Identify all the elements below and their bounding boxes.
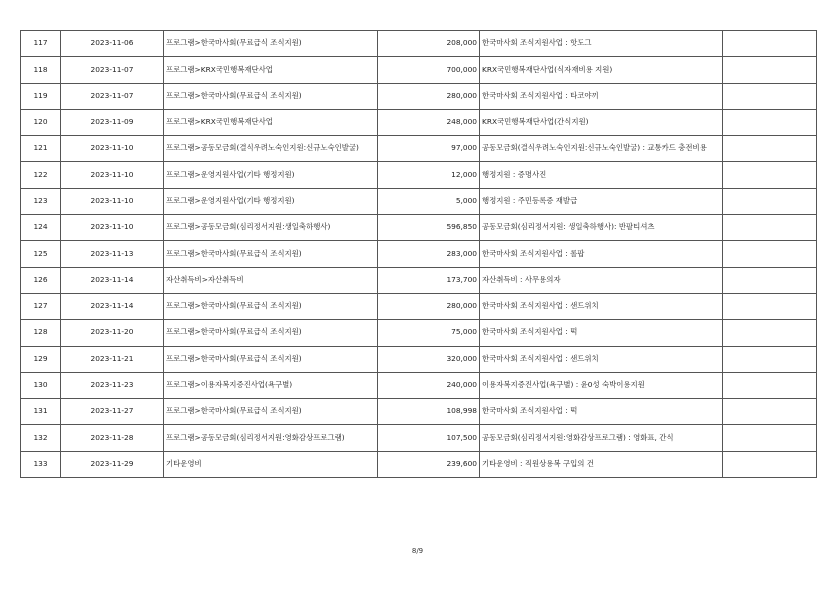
row-number: 124 — [21, 215, 61, 241]
row-amount: 97,000 — [378, 136, 480, 162]
table-row — [21, 241, 817, 267]
row-category: 자산취득비>자산취득비 — [164, 267, 378, 293]
row-description: 한국마사회 조식지원사업 : 떡 — [480, 320, 723, 346]
row-amount: 280,000 — [378, 293, 480, 319]
row-date: 2023-11-07 — [61, 57, 164, 83]
row-description: 기타운영비 : 직원상용복 구입의 건 — [480, 451, 723, 477]
row-note — [723, 31, 817, 57]
table-row — [21, 425, 817, 451]
row-note — [723, 293, 817, 319]
row-number: 133 — [21, 451, 61, 477]
page-number: 8/9 — [411, 547, 424, 555]
expense-ledger-table — [20, 30, 817, 478]
row-category: 프로그램>KRX국민행복재단사업 — [164, 57, 378, 83]
row-category: 프로그램>한국마사회(무료급식 조식지원) — [164, 293, 378, 319]
row-description: 행정지원 : 증명사진 — [480, 162, 723, 188]
row-note — [723, 399, 817, 425]
row-note — [723, 215, 817, 241]
table-row — [21, 109, 817, 135]
row-note — [723, 425, 817, 451]
row-category: 프로그램>공동모금회(심리정서지원:영화감상프로그램) — [164, 425, 378, 451]
table-row — [21, 346, 817, 372]
row-note — [723, 267, 817, 293]
table-row — [21, 162, 817, 188]
row-amount: 5,000 — [378, 188, 480, 214]
row-category: 프로그램>한국마사회(무료급식 조식지원) — [164, 31, 378, 57]
row-date: 2023-11-20 — [61, 320, 164, 346]
row-description: KRX국민행복재단사업(간식지원) — [480, 109, 723, 135]
row-category: 프로그램>이용자복지증진사업(욕구별) — [164, 372, 378, 398]
row-description: 한국마사회 조식지원사업 : 타코야끼 — [480, 83, 723, 109]
row-date: 2023-11-07 — [61, 83, 164, 109]
row-date: 2023-11-13 — [61, 241, 164, 267]
row-note — [723, 188, 817, 214]
row-number: 122 — [21, 162, 61, 188]
row-category: 프로그램>한국마사회(무료급식 조식지원) — [164, 346, 378, 372]
table-row — [21, 83, 817, 109]
row-note — [723, 136, 817, 162]
table-row — [21, 320, 817, 346]
row-number: 129 — [21, 346, 61, 372]
row-date: 2023-11-14 — [61, 293, 164, 319]
row-amount: 700,000 — [378, 57, 480, 83]
row-note — [723, 241, 817, 267]
row-description: 한국마사회 조식지원사업 : 핫도그 — [480, 31, 723, 57]
row-amount: 208,000 — [378, 31, 480, 57]
row-category: 기타운영비 — [164, 451, 378, 477]
row-description: 한국마사회 조식지원사업 : 떡 — [480, 399, 723, 425]
table-row — [21, 267, 817, 293]
row-date: 2023-11-29 — [61, 451, 164, 477]
row-number: 120 — [21, 109, 61, 135]
row-note — [723, 346, 817, 372]
row-number: 128 — [21, 320, 61, 346]
row-number: 130 — [21, 372, 61, 398]
row-description: 행정지원 : 주민등록증 재발급 — [480, 188, 723, 214]
row-amount: 12,000 — [378, 162, 480, 188]
row-date: 2023-11-10 — [61, 188, 164, 214]
row-note — [723, 83, 817, 109]
row-date: 2023-11-10 — [61, 215, 164, 241]
row-amount: 240,000 — [378, 372, 480, 398]
row-category: 프로그램>KRX국민행복재단사업 — [164, 109, 378, 135]
row-amount: 107,500 — [378, 425, 480, 451]
row-note — [723, 162, 817, 188]
ledger-body — [21, 31, 817, 478]
row-amount: 248,000 — [378, 109, 480, 135]
row-category: 프로그램>공동모금회(심리정서지원:생일축하행사) — [164, 215, 378, 241]
row-number: 121 — [21, 136, 61, 162]
row-number: 127 — [21, 293, 61, 319]
table-row — [21, 57, 817, 83]
row-description: 공동모금회(결식우려노숙인지원:신규노숙인발굴) : 교통카드 충전비용 — [480, 136, 723, 162]
row-number: 117 — [21, 31, 61, 57]
row-date: 2023-11-10 — [61, 162, 164, 188]
row-date: 2023-11-28 — [61, 425, 164, 451]
row-note — [723, 109, 817, 135]
row-number: 118 — [21, 57, 61, 83]
table-row — [21, 372, 817, 398]
row-amount: 596,850 — [378, 215, 480, 241]
row-number: 132 — [21, 425, 61, 451]
row-amount: 239,600 — [378, 451, 480, 477]
row-date: 2023-11-23 — [61, 372, 164, 398]
table-row — [21, 31, 817, 57]
row-note — [723, 451, 817, 477]
row-category: 프로그램>운영지원사업(기타 행정지원) — [164, 162, 378, 188]
row-description: 한국마사회 조식지원사업 : 샌드위치 — [480, 293, 723, 319]
table-row — [21, 451, 817, 477]
row-description: 한국마사회 조식지원사업 : 샌드위치 — [480, 346, 723, 372]
row-category: 프로그램>운영지원사업(기타 행정지원) — [164, 188, 378, 214]
row-description: 자산취득비 : 사무용의자 — [480, 267, 723, 293]
row-description: 이용자복지증진사업(욕구별) : 윤0성 숙박이용지원 — [480, 372, 723, 398]
row-date: 2023-11-06 — [61, 31, 164, 57]
row-number: 131 — [21, 399, 61, 425]
row-amount: 173,700 — [378, 267, 480, 293]
row-note — [723, 372, 817, 398]
row-date: 2023-11-14 — [61, 267, 164, 293]
table-row — [21, 136, 817, 162]
row-description: 공동모금회(심리정서지원:영화감상프로그램) : 영화표, 간식 — [480, 425, 723, 451]
row-category: 프로그램>한국마사회(무료급식 조식지원) — [164, 399, 378, 425]
row-amount: 75,000 — [378, 320, 480, 346]
row-number: 126 — [21, 267, 61, 293]
row-date: 2023-11-21 — [61, 346, 164, 372]
row-description: 한국마사회 조식지원사업 : 롤팝 — [480, 241, 723, 267]
row-category: 프로그램>한국마사회(무료급식 조식지원) — [164, 241, 378, 267]
row-date: 2023-11-10 — [61, 136, 164, 162]
table-row — [21, 188, 817, 214]
row-description: KRX국민행복재단사업(식자재비용 지원) — [480, 57, 723, 83]
row-category: 프로그램>한국마사회(무료급식 조식지원) — [164, 320, 378, 346]
row-amount: 280,000 — [378, 83, 480, 109]
row-amount: 283,000 — [378, 241, 480, 267]
row-category: 프로그램>한국마사회(무료급식 조식지원) — [164, 83, 378, 109]
row-number: 123 — [21, 188, 61, 214]
row-date: 2023-11-27 — [61, 399, 164, 425]
row-note — [723, 57, 817, 83]
row-amount: 108,998 — [378, 399, 480, 425]
table-row — [21, 399, 817, 425]
row-description: 공동모금회(심리정서지원: 생일축하행사): 반팔티셔츠 — [480, 215, 723, 241]
row-number: 119 — [21, 83, 61, 109]
table-row — [21, 293, 817, 319]
row-date: 2023-11-09 — [61, 109, 164, 135]
row-number: 125 — [21, 241, 61, 267]
row-amount: 320,000 — [378, 346, 480, 372]
row-category: 프로그램>공동모금회(결식우려노숙인지원:신규노숙인발굴) — [164, 136, 378, 162]
table-row — [21, 215, 817, 241]
row-note — [723, 320, 817, 346]
